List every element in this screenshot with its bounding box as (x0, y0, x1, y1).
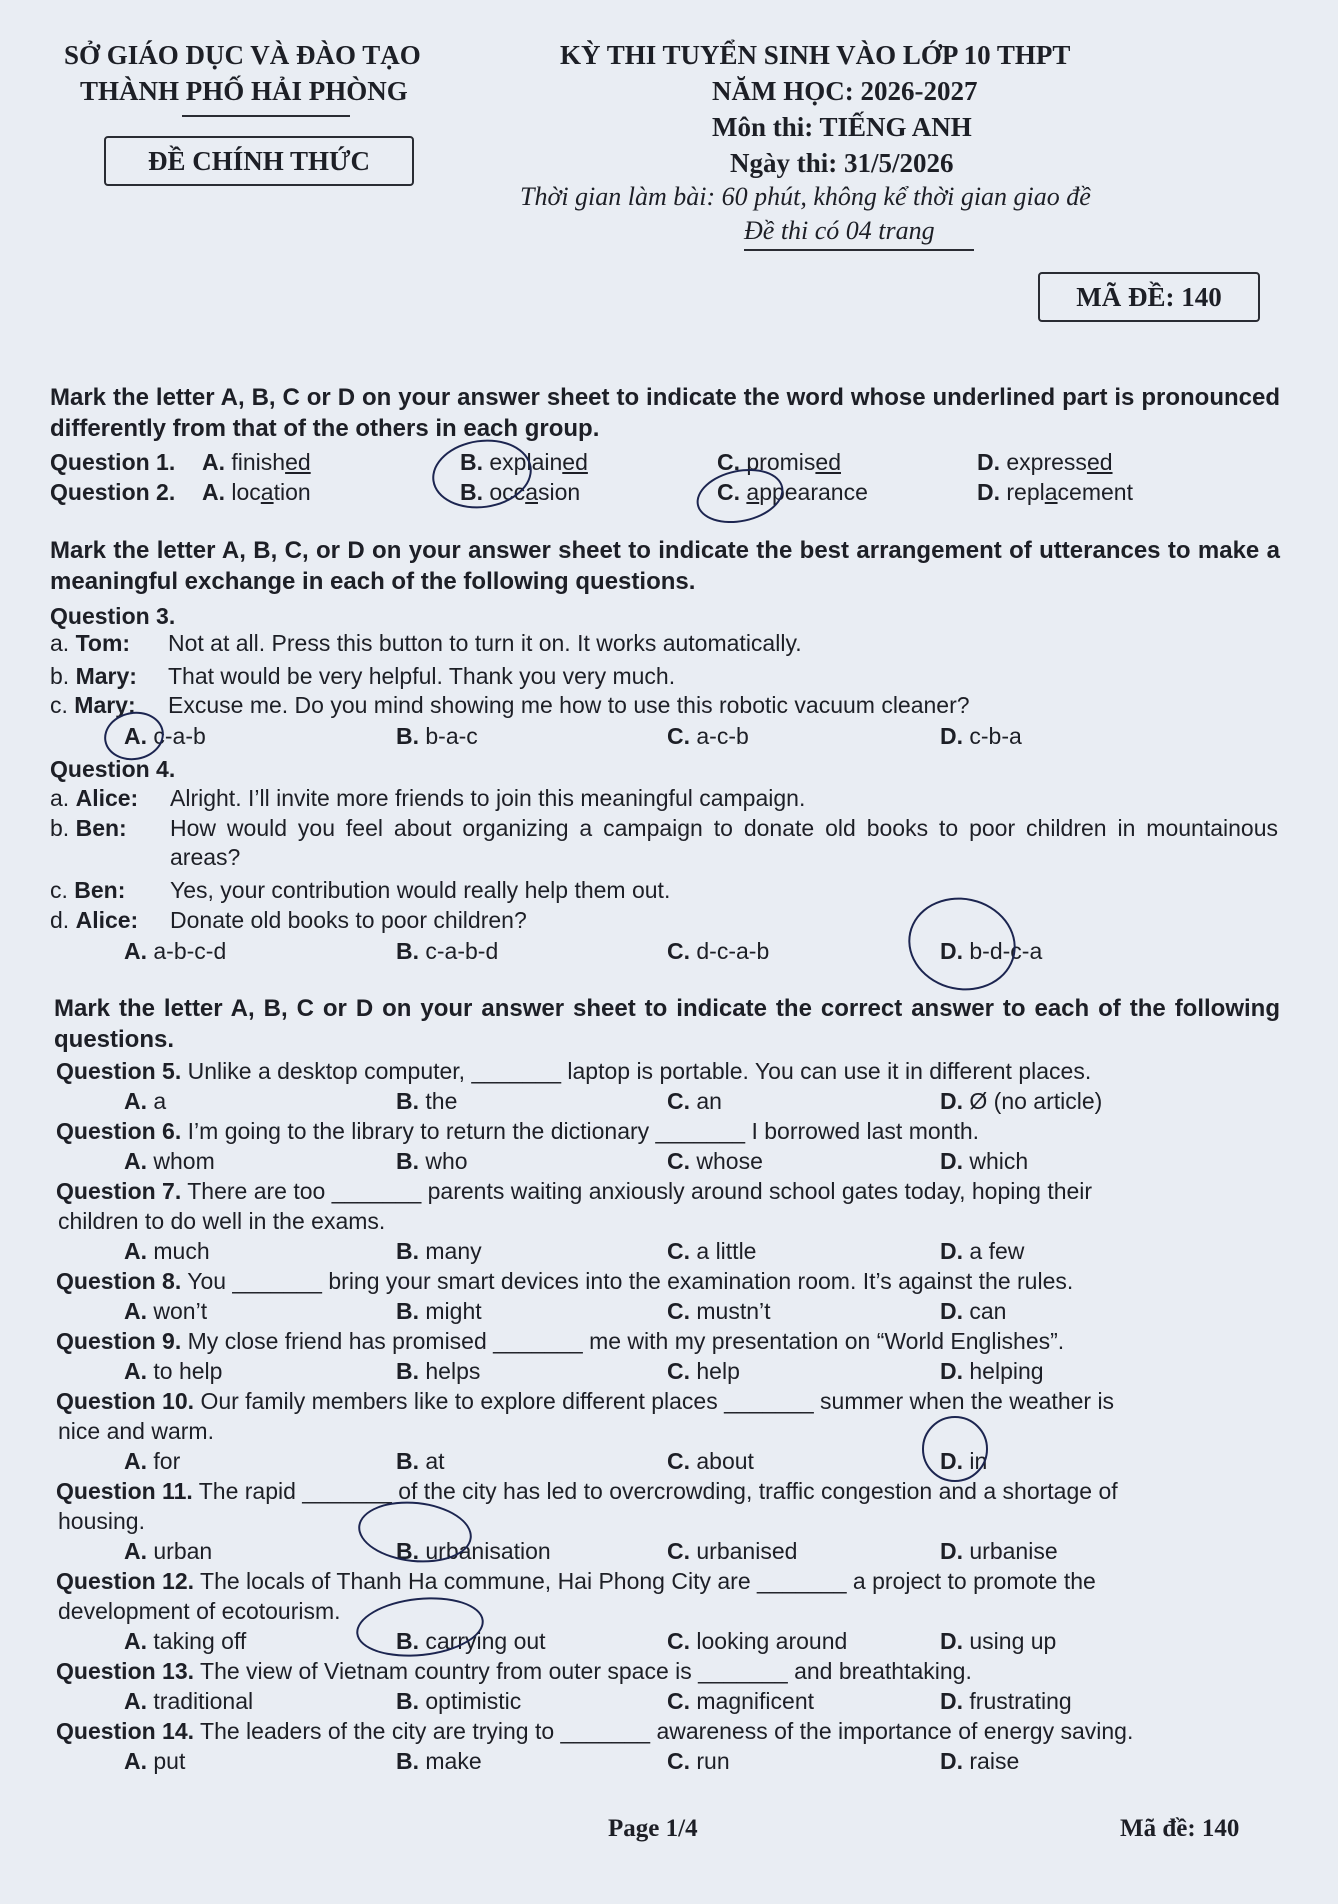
question-label: Question 8. (56, 1268, 182, 1294)
q4-option-d[interactable]: D. b-d-c-a (940, 938, 1043, 964)
section1-instruction: Mark the letter A, B, C or D on your answer sheet to indicate the word whose underlined part is pronounced differently from that of the others in each group. (50, 384, 1280, 442)
question-text: The locals of Thanh Ha commune, Hai Phong City are _______ a project to promote the (200, 1568, 1096, 1594)
section3-instruction: Mark the letter A, B, C or D on your answer sheet to indicate the correct answer to each of the following questions. (54, 995, 1280, 1053)
answer-option-a[interactable]: A. taking off (124, 1628, 247, 1654)
answer-option-c[interactable]: C. about (667, 1448, 754, 1474)
q4-line-b-text: How would you feel about organizing a campaign to donate old books to poor children in mountainous areas? (170, 815, 1278, 870)
answer-option-b[interactable]: B. urbanisation (396, 1538, 551, 1564)
question-label: Question 6. (56, 1118, 182, 1144)
q3-line-c: c. Mary: (50, 692, 136, 718)
pages-note: Đề thi có 04 trang (744, 216, 935, 245)
q4-option-b[interactable]: B. c-a-b-d (396, 938, 499, 964)
question-text: I’m going to the library to return the dictionary _______ I borrowed last month. (187, 1118, 980, 1144)
answer-option-b[interactable]: B. many (396, 1238, 482, 1264)
q3-line-a: a. Tom: (50, 630, 131, 656)
exam-date: Ngày thi: 31/5/2026 (730, 148, 954, 178)
question-text: You _______ bring your smart devices into the examination room. It’s against the rules. (187, 1268, 1074, 1294)
answer-option-c[interactable]: C. an (667, 1088, 722, 1114)
q3-option-c[interactable]: C. a-c-b (667, 723, 749, 749)
q4-option-a[interactable]: A. a-b-c-d (124, 938, 227, 964)
official-exam-box (104, 136, 414, 186)
question-text-continued: development of ecotourism. (58, 1598, 341, 1624)
answer-option-d[interactable]: D. which (940, 1148, 1029, 1174)
answer-option-a[interactable]: A. urban (124, 1538, 213, 1564)
question-stem (56, 1657, 972, 1685)
answer-option-d[interactable]: D. raise (940, 1748, 1020, 1774)
answer-option-a[interactable]: A. for (124, 1448, 181, 1474)
answer-option-a[interactable]: A. put (124, 1748, 186, 1774)
pen-circle-mark (922, 1416, 988, 1482)
exam-title: KỲ THI TUYỂN SINH VÀO LỚP 10 THPT (560, 40, 1071, 70)
question-label: Question 5. (56, 1058, 182, 1084)
question-label: Question 7. (56, 1178, 182, 1204)
official-exam-label: ĐỀ CHÍNH THỨC (147, 145, 371, 176)
answer-option-d[interactable]: D. can (940, 1298, 1007, 1324)
question-stem (56, 1057, 1091, 1085)
exam-code: MÃ ĐỀ: 140 (1076, 281, 1222, 312)
answer-option-b[interactable]: B. the (396, 1088, 458, 1114)
answer-option-c[interactable]: C. run (667, 1748, 730, 1774)
question-stem (56, 1117, 979, 1145)
answer-option-d[interactable]: D. Ø (no article) (940, 1088, 1103, 1114)
q2-option-d[interactable]: D. replacement (977, 479, 1133, 505)
answer-option-b[interactable]: B. make (396, 1748, 482, 1774)
question-label: Question 9. (56, 1328, 182, 1354)
q1-option-c[interactable]: C. promised (717, 449, 841, 475)
answer-option-c[interactable]: C. magnificent (667, 1688, 815, 1714)
school-year: NĂM HỌC: 2026-2027 (712, 76, 978, 106)
answer-option-c[interactable]: C. a little (667, 1238, 757, 1264)
q2-option-b[interactable]: B. occasion (460, 479, 581, 505)
answer-option-a[interactable]: A. much (124, 1238, 210, 1264)
answer-option-c[interactable]: C. mustn’t (667, 1298, 771, 1324)
pen-circle-mark (900, 888, 1025, 1000)
answer-option-c[interactable]: C. urbanised (667, 1538, 798, 1564)
question-stem (56, 1267, 1073, 1295)
answer-option-a[interactable]: A. a (124, 1088, 167, 1114)
q3-option-b[interactable]: B. b-a-c (396, 723, 478, 749)
q3-line-c-text: Excuse me. Do you mind showing me how to use this robotic vacuum cleaner? (168, 692, 970, 718)
question-text: Our family members like to explore different places _______ summer when the weather is (200, 1388, 1115, 1414)
department-name: SỞ GIÁO DỤC VÀ ĐÀO TẠO (64, 40, 421, 70)
question-text: The rapid _______ of the city has led to overcrowding, traffic congestion and a shortage of (198, 1478, 1118, 1504)
q3-line-b-text: That would be very helpful. Thank you very much. (168, 663, 676, 689)
answer-option-a[interactable]: A. traditional (124, 1688, 254, 1714)
answer-option-b[interactable]: B. optimistic (396, 1688, 522, 1714)
answer-option-b[interactable]: B. carrying out (396, 1628, 546, 1654)
header-divider (182, 115, 350, 117)
question-4-label: Question 4. (50, 756, 176, 782)
question-stem (56, 1327, 1064, 1355)
q3-option-d[interactable]: D. c-b-a (940, 723, 1022, 749)
answer-option-a[interactable]: A. to help (124, 1358, 223, 1384)
question-3-label: Question 3. (50, 603, 176, 629)
answer-option-c[interactable]: C. help (667, 1358, 740, 1384)
footer-exam-code: Mã đề: 140 (1120, 1815, 1240, 1842)
question-2-label: Question 2. (50, 479, 176, 505)
page-number: Page 1/4 (608, 1815, 698, 1842)
q2-option-a[interactable]: A. location (202, 479, 311, 505)
q1-option-a[interactable]: A. finished (202, 449, 311, 475)
answer-option-d[interactable]: D. in (940, 1448, 988, 1474)
question-text-continued: housing. (58, 1508, 145, 1534)
answer-option-d[interactable]: D. frustrating (940, 1688, 1072, 1714)
q4-line-a: a. Alice: (50, 785, 139, 811)
q4-line-d-text: Donate old books to poor children? (170, 907, 527, 933)
q2-option-c[interactable]: C. appearance (717, 479, 868, 505)
answer-option-d[interactable]: D. helping (940, 1358, 1044, 1384)
q4-line-b: b. Ben: (50, 815, 127, 841)
q4-line-c-text: Yes, your contribution would really help them out. (170, 877, 671, 903)
question-stem (56, 1717, 1133, 1745)
q1-option-d[interactable]: D. expressed (977, 449, 1113, 475)
answer-option-b[interactable]: B. at (396, 1448, 445, 1474)
answer-option-d[interactable]: D. urbanise (940, 1538, 1058, 1564)
q4-option-c[interactable]: C. d-c-a-b (667, 938, 770, 964)
question-stem (56, 1177, 1092, 1205)
section2-instruction: Mark the letter A, B, C, or D on your answer sheet to indicate the best arrangement of utterances to make a meaningful exchange in each of the following questions. (50, 537, 1280, 595)
exam-code-box (1038, 272, 1260, 322)
question-text: There are too _______ parents waiting anxiously around school gates today, hoping their (187, 1178, 1093, 1204)
answer-option-a[interactable]: A. whom (124, 1148, 215, 1174)
question-text-continued: nice and warm. (58, 1418, 214, 1444)
answer-option-b[interactable]: B. who (396, 1148, 468, 1174)
answer-option-d[interactable]: D. a few (940, 1238, 1025, 1264)
q3-line-a-text: Not at all. Press this button to turn it on. It works automatically. (168, 630, 802, 656)
question-text: My close friend has promised _______ me with my presentation on “World Englishes”. (187, 1328, 1065, 1354)
question-text: The view of Vietnam country from outer space is _______ and breathtaking. (200, 1658, 972, 1684)
q1-option-b[interactable]: B. explained (460, 449, 588, 475)
q3-option-a[interactable]: A. c-a-b (124, 723, 206, 749)
question-stem (56, 1567, 1096, 1595)
answer-option-d[interactable]: D. using up (940, 1628, 1057, 1654)
question-text: The leaders of the city are trying to _______ awareness of the importance of energy saving. (200, 1718, 1134, 1744)
question-text-continued: children to do well in the exams. (58, 1208, 386, 1234)
question-1-label: Question 1. (50, 449, 176, 475)
question-label: Question 13. (56, 1658, 195, 1684)
q4-line-d: d. Alice: (50, 907, 139, 933)
answer-option-b[interactable]: B. helps (396, 1358, 481, 1384)
answer-option-a[interactable]: A. won’t (124, 1298, 208, 1324)
question-stem (56, 1387, 1114, 1415)
q3-line-b: b. Mary: (50, 663, 137, 689)
q4-line-a-text: Alright. I’ll invite more friends to join this meaningful campaign. (170, 785, 806, 811)
question-text: Unlike a desktop computer, _______ laptop is portable. You can use it in different places. (187, 1058, 1092, 1084)
q4-line-c: c. Ben: (50, 877, 126, 903)
question-label: Question 10. (56, 1388, 195, 1414)
answer-option-b[interactable]: B. might (396, 1298, 482, 1324)
question-label: Question 11. (56, 1478, 193, 1504)
time-note: Thời gian làm bài: 60 phút, không kể thời gian giao đề (520, 182, 1091, 211)
answer-option-c[interactable]: C. whose (667, 1148, 763, 1174)
subject: Môn thi: TIẾNG ANH (712, 112, 972, 142)
question-label: Question 14. (56, 1718, 195, 1744)
question-label: Question 12. (56, 1568, 195, 1594)
answer-option-c[interactable]: C. looking around (667, 1628, 848, 1654)
city-name: THÀNH PHỐ HẢI PHÒNG (80, 76, 408, 106)
pages-note-underline (744, 249, 974, 251)
